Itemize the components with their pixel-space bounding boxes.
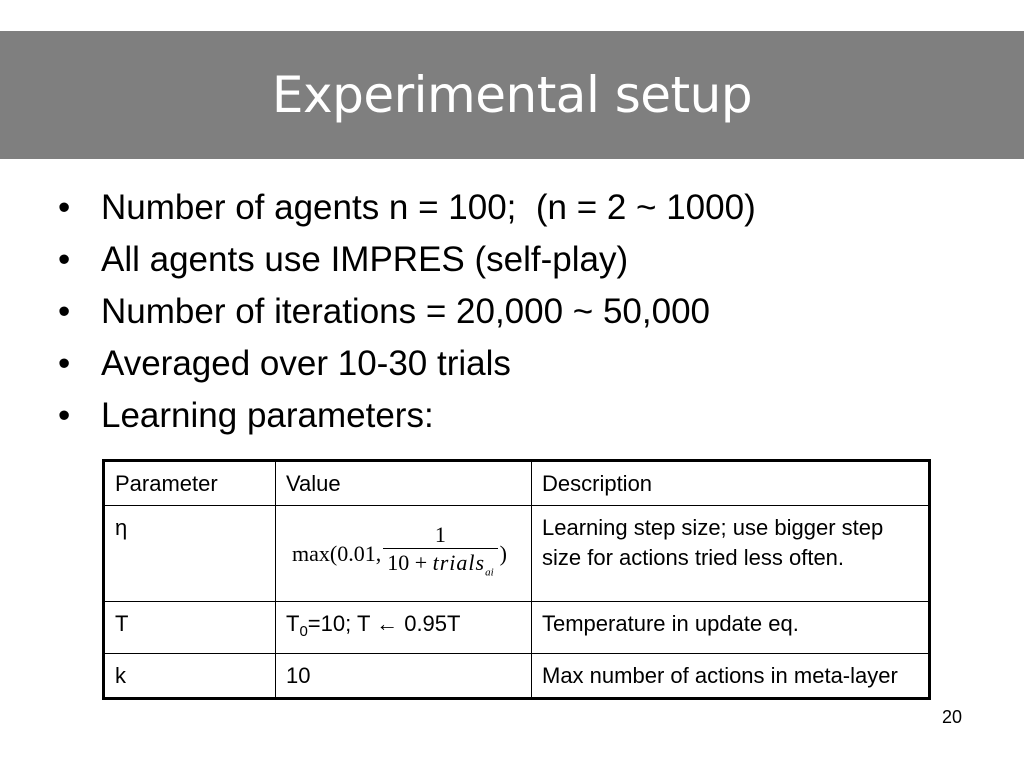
temperature-base: T — [286, 611, 300, 636]
bullet-list — [56, 182, 756, 442]
table-row — [104, 602, 930, 654]
header-parameter: Parameter — [104, 461, 276, 506]
cell-value — [276, 602, 532, 654]
denominator-prefix: 10 + — [387, 549, 433, 575]
formula-numerator: 1 — [434, 521, 446, 547]
denominator-subscript: ai — [485, 566, 494, 579]
cell-value — [276, 506, 532, 602]
header-value: Value — [276, 461, 532, 506]
title-bar — [0, 31, 1024, 159]
cell-value: 10 — [276, 654, 532, 699]
page-number: 20 — [941, 707, 962, 727]
cell-parameter: η — [104, 506, 276, 602]
bullet-item: • Number of agents n = 100; (n = 2 ~ 1000) — [56, 182, 756, 234]
bullet-item: • Averaged over 10-30 trials — [56, 338, 756, 390]
formula-suffix: ) — [499, 541, 507, 566]
cell-description: Learning step size; use bigger step size for actions tried less often. — [532, 506, 930, 602]
table-header-row — [104, 461, 930, 506]
parameters-table — [102, 459, 931, 700]
slide-title: Experimental setup — [271, 66, 753, 124]
denominator-var: trials — [432, 549, 486, 575]
table-row — [104, 506, 930, 602]
cell-parameter: T — [104, 602, 276, 654]
cell-description: Max number of actions in meta-layer — [532, 654, 930, 699]
bullet-item: • Number of iterations = 20,000 ~ 50,000 — [56, 286, 756, 338]
bullet-item: • All agents use IMPRES (self-play) — [56, 234, 756, 286]
cell-parameter: k — [104, 654, 276, 699]
cell-description: Temperature in update eq. — [532, 602, 930, 654]
formula-prefix: max(0.01, — [292, 541, 382, 566]
formula-denominator — [383, 548, 497, 586]
temperature-rest: =10; T ← 0.95T — [307, 611, 461, 636]
bullet-item: • Learning parameters: — [56, 390, 756, 442]
step-size-formula — [286, 513, 521, 595]
temperature-subscript: 0 — [299, 623, 308, 640]
formula-fraction — [383, 522, 497, 586]
table-row — [104, 654, 930, 699]
header-description: Description — [532, 461, 930, 506]
